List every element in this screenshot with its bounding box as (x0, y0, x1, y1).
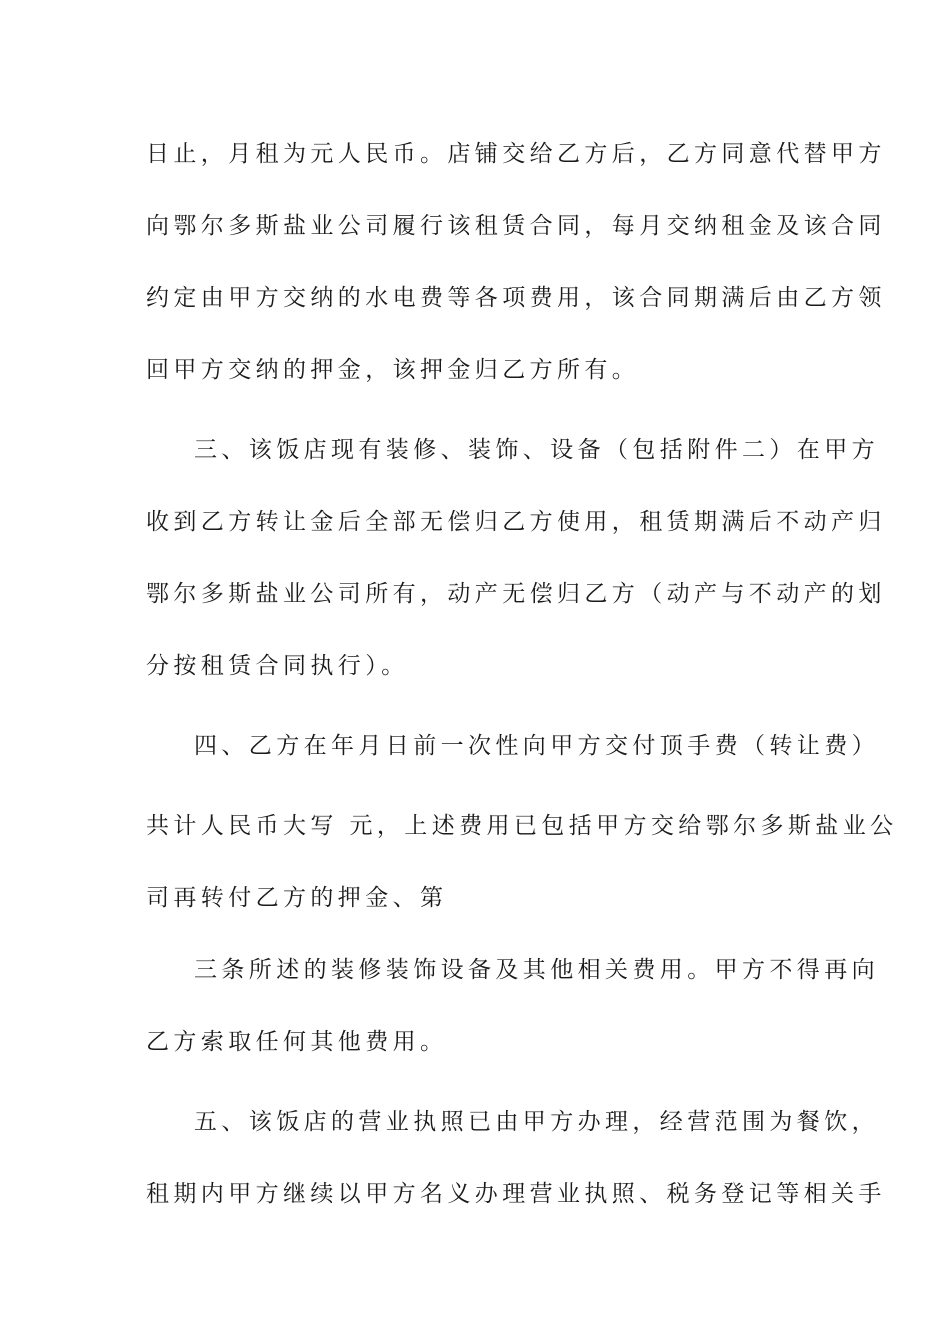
text-line: 租期内甲方继续以甲方名义办理营业执照、税务登记等相关手 (146, 1181, 886, 1207)
text-line: 鄂尔多斯盐业公司所有，动产无偿归乙方（动产与不动产的划 (146, 581, 886, 607)
text-line: 向鄂尔多斯盐业公司履行该租赁合同，每月交纳租金及该合同 (146, 213, 886, 239)
text-line: 收到乙方转让金后全部无偿归乙方使用，租赁期满后不动产归 (146, 509, 886, 535)
text-line: 司再转付乙方的押金、第 (146, 885, 448, 911)
text-line: 日止，月租为元人民币。店铺交给乙方后，乙方同意代替甲方 (146, 141, 886, 167)
paragraph-start-line: 三条所述的装修装饰设备及其他相关费用。甲方不得再向 (194, 957, 879, 983)
text-line: 共计人民币大写 元，上述费用已包括甲方交给鄂尔多斯盐业公 (146, 813, 898, 839)
text-line: 乙方索取任何其他费用。 (146, 1029, 448, 1055)
text-line: 分按租赁合同执行）。 (146, 653, 409, 679)
text-line: 约定由甲方交纳的水电费等各项费用，该合同期满后由乙方领 (146, 285, 886, 311)
paragraph-start-line: 五、该饭店的营业执照已由甲方办理，经营范围为餐饮， (194, 1109, 879, 1135)
paragraph-start-line: 三、该饭店现有装修、装饰、设备（包括附件二）在甲方 (194, 437, 879, 463)
text-line: 回甲方交纳的押金，该押金归乙方所有。 (146, 357, 640, 383)
paragraph-start-line: 四、乙方在年月日前一次性向甲方交付顶手费（转让费） (194, 733, 879, 759)
